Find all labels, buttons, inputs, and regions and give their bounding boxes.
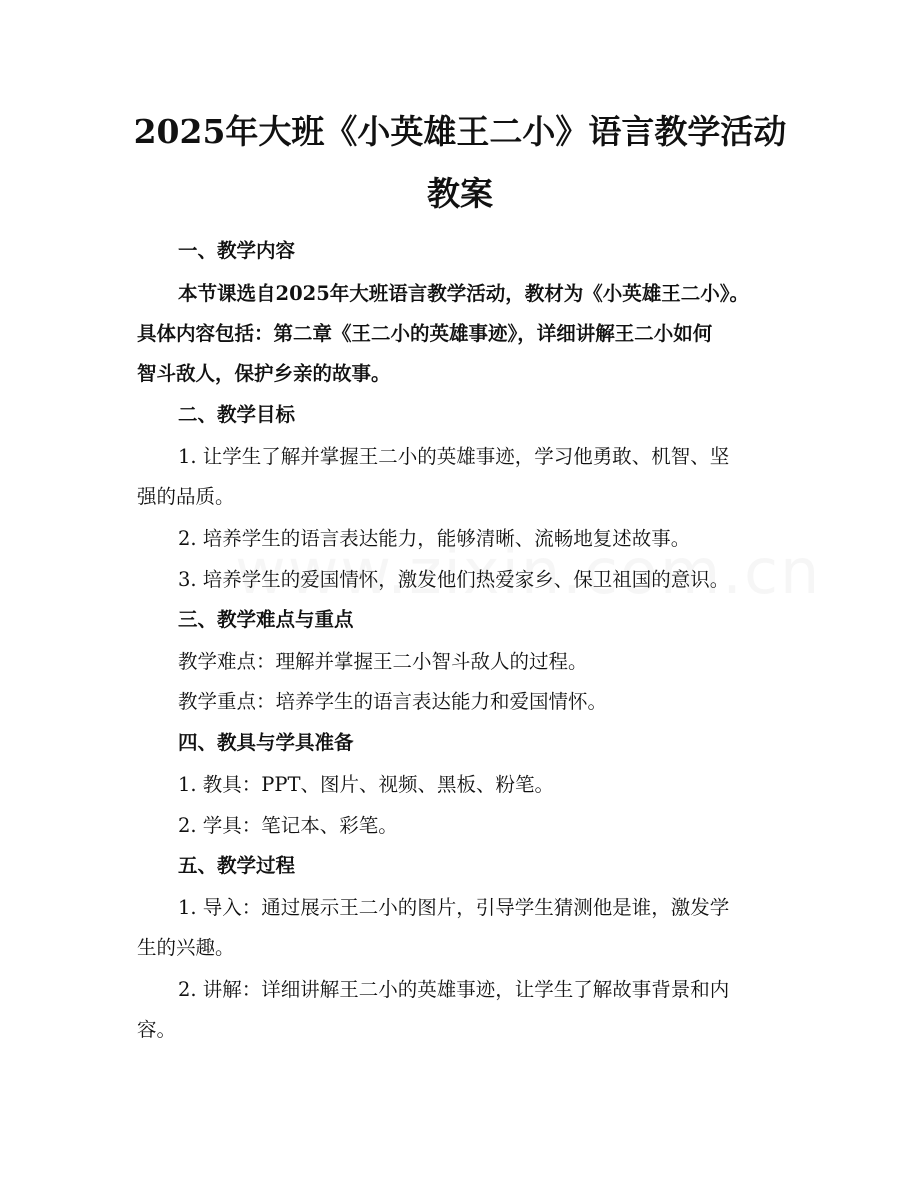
materials-item-1: 1. 教具：PPT、图片、视频、黑板、粉笔。 [178,773,555,796]
process-item-2-line-1: 2. 讲解：详细讲解王二小的英雄事迹，让学生了解故事背景和内 [178,978,730,1001]
process-item-1-line-2: 生的兴趣。 [137,936,235,959]
section-heading-materials: 四、教具与学具准备 [178,731,354,754]
materials-item-2: 2. 学具：笔记本、彩笔。 [178,814,398,837]
objective-item-1-line-1: 1. 让学生了解并掌握王二小的英雄事迹，学习他勇敢、机智、坚 [178,445,730,468]
objective-item-1-line-2: 强的品质。 [137,485,235,508]
section-heading-objectives: 二、教学目标 [178,403,296,426]
process-item-1-line-1: 1. 导入：通过展示王二小的图片，引导学生猜测他是谁，激发学 [178,896,730,919]
process-item-2-line-2: 容。 [137,1018,177,1041]
document-title-line-2: 教案 [427,174,493,213]
section-heading-process: 五、教学过程 [178,854,296,877]
teaching-focus: 教学重点：培养学生的语言表达能力和爱国情怀。 [178,690,608,713]
section-heading-content: 一、教学内容 [178,239,296,262]
content-paragraph-line-2: 具体内容包括：第二章《王二小的英雄事迹》，详细讲解王二小如何 [137,322,713,345]
content-paragraph-line-1: 本节课选自2025年大班语言教学活动，教材为《小英雄王二小》。 [178,282,750,305]
section-heading-difficulty-focus: 三、教学难点与重点 [178,608,354,631]
teaching-difficulty: 教学难点：理解并掌握王二小智斗敌人的过程。 [178,650,588,673]
document-title-line-1: 2025年大班《小英雄王二小》语言教学活动 [133,112,787,151]
content-paragraph-line-3: 智斗敌人，保护乡亲的故事。 [137,362,391,385]
objective-item-3: 3. 培养学生的爱国情怀，激发他们热爱家乡、保卫祖国的意识。 [178,568,730,591]
objective-item-2: 2. 培养学生的语言表达能力，能够清晰、流畅地复述故事。 [178,527,691,550]
